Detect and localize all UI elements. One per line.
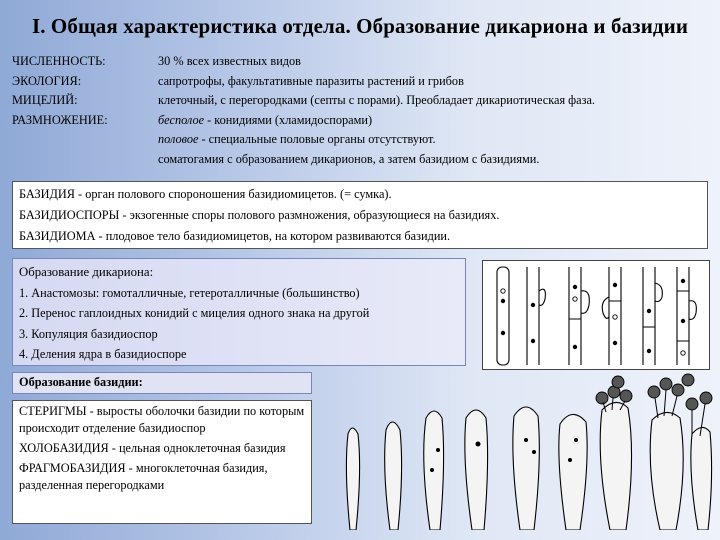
basidiospore xyxy=(682,374,694,386)
info-label xyxy=(12,150,158,170)
info-value-emphasis: половое xyxy=(158,132,199,146)
info-row-reproduction xyxy=(12,111,712,131)
basidiospore xyxy=(620,390,632,402)
info-label: РАЗМНОЖЕНИЕ: xyxy=(12,112,108,127)
basidium-stage-9 xyxy=(691,427,712,530)
clamp-connection-figure xyxy=(482,260,710,370)
info-value xyxy=(158,111,712,131)
info-row-ecology xyxy=(12,72,712,92)
nucleus xyxy=(647,349,651,353)
info-label: ЭКОЛОГИЯ: xyxy=(12,73,82,88)
info-row-mycelium xyxy=(12,91,712,111)
basidia-definitions-box xyxy=(12,400,312,524)
nucleus xyxy=(436,448,440,452)
nucleus-open xyxy=(681,351,685,355)
info-row-count xyxy=(12,52,712,72)
dikarion-item: 2. Перенос гаплоидных конидий с мицелия одного знака на другой xyxy=(19,306,370,320)
dikarion-heading: Образование дикариона: xyxy=(19,265,154,279)
nucleus-open xyxy=(613,315,617,319)
definitions-box xyxy=(12,181,708,249)
info-label: МИЦЕЛИЙ: xyxy=(12,93,78,107)
clamp-connection-drawing xyxy=(483,261,709,369)
info-value xyxy=(158,130,712,150)
info-value: соматогамия с образованием дикарионов, а затем базидиом с базидиями. xyxy=(158,151,540,166)
basidiospore xyxy=(700,392,712,404)
basidiospore xyxy=(612,376,624,388)
info-row-sexual xyxy=(12,130,712,150)
definition-phragmobasidium: ФРАГМОБАЗИДИЯ - многоклеточная базидия, разделенная перегородками xyxy=(19,461,268,492)
nucleus-open xyxy=(501,289,505,293)
info-value-rest: - специальные половые органы отсутствуют. xyxy=(198,132,436,146)
hypha-5 xyxy=(643,267,662,365)
dikarion-item: 4. Деления ядра в базидиоспоре xyxy=(19,347,187,361)
basidium-stage-4 xyxy=(465,410,488,530)
hypha-4 xyxy=(602,267,621,365)
dikarion-item: 3. Копуляция базидиоспор xyxy=(19,326,158,341)
nucleus xyxy=(613,283,617,287)
basidiospore xyxy=(686,398,698,410)
info-value: 30 % всех известных видов xyxy=(158,54,301,68)
info-value: клеточный, с перегородками (септы с порами). Преобладает дикариотическая фаза. xyxy=(158,93,595,107)
nucleus xyxy=(568,458,572,462)
basidia-heading: Образование базидии: xyxy=(12,372,312,394)
basidium-stage-6 xyxy=(559,414,587,530)
dikarion-box xyxy=(12,258,466,366)
hypha-3 xyxy=(569,267,589,365)
basidiospore xyxy=(596,392,608,404)
nucleus xyxy=(681,319,685,323)
nucleus xyxy=(647,309,651,313)
dikarion-item: 1. Анастомозы: гомоталличные, гетероталличные (большинство) xyxy=(19,285,360,300)
basidiospore xyxy=(648,386,660,398)
basidiospore xyxy=(660,378,672,390)
characteristics-table xyxy=(12,52,712,169)
nucleus xyxy=(524,438,528,442)
nucleus xyxy=(531,339,535,343)
nucleus xyxy=(574,438,578,442)
definition-sterigmata: СТЕРИГМЫ - выросты оболочки базидии по которым происходит отделение базидиоспор xyxy=(19,404,305,435)
nucleus xyxy=(681,279,685,283)
info-row-somatogamy xyxy=(12,150,712,170)
info-label: ЧИСЛЕННОСТЬ: xyxy=(12,54,106,68)
info-value-rest: - конидиями (хламидоспорами) xyxy=(204,112,373,127)
nucleus xyxy=(613,341,617,345)
nucleus xyxy=(501,331,505,335)
definition-basidium: БАЗИДИЯ - орган полового спороношения базидиомицетов. (= сумка). xyxy=(19,187,392,201)
info-label xyxy=(12,130,158,150)
basidium-development-drawing xyxy=(320,370,715,530)
info-value-emphasis: бесполое xyxy=(158,112,205,127)
info-value: сапротрофы, факультативные паразиты растений и грибов xyxy=(158,73,464,88)
basidium-stage-7 xyxy=(600,402,631,530)
nucleus xyxy=(430,468,434,472)
nucleus-open xyxy=(573,297,577,301)
basidium-stage-1 xyxy=(346,428,359,530)
nucleus xyxy=(573,285,577,289)
page-title: I. Общая характеристика отдела. Образование дикариона и базидии xyxy=(31,14,689,38)
nucleus xyxy=(531,303,535,307)
nucleus xyxy=(573,345,577,349)
hypha-1 xyxy=(497,267,509,365)
basidiospore xyxy=(672,384,684,396)
hypha-2 xyxy=(527,267,545,365)
nucleus xyxy=(476,442,481,447)
nucleus xyxy=(501,299,505,303)
basidium-stage-8 xyxy=(650,412,683,530)
basidium-development-figure xyxy=(320,370,715,530)
basidium-stage-2 xyxy=(385,422,402,530)
nucleus xyxy=(532,450,536,454)
definition-basidiospores: БАЗИДИОСПОРЫ - экзогенные споры полового размножения, образующиеся на базидиях. xyxy=(19,208,500,222)
basidium-stage-5 xyxy=(513,407,539,530)
hypha-6 xyxy=(677,267,696,365)
definition-holobasidium: ХОЛОБАЗИДИЯ - цельная одноклеточная базидия xyxy=(19,441,286,455)
definition-basidioma: БАЗИДИОМА - плодовое тело базидиомицетов, на котором развиваются базидии. xyxy=(19,229,451,243)
